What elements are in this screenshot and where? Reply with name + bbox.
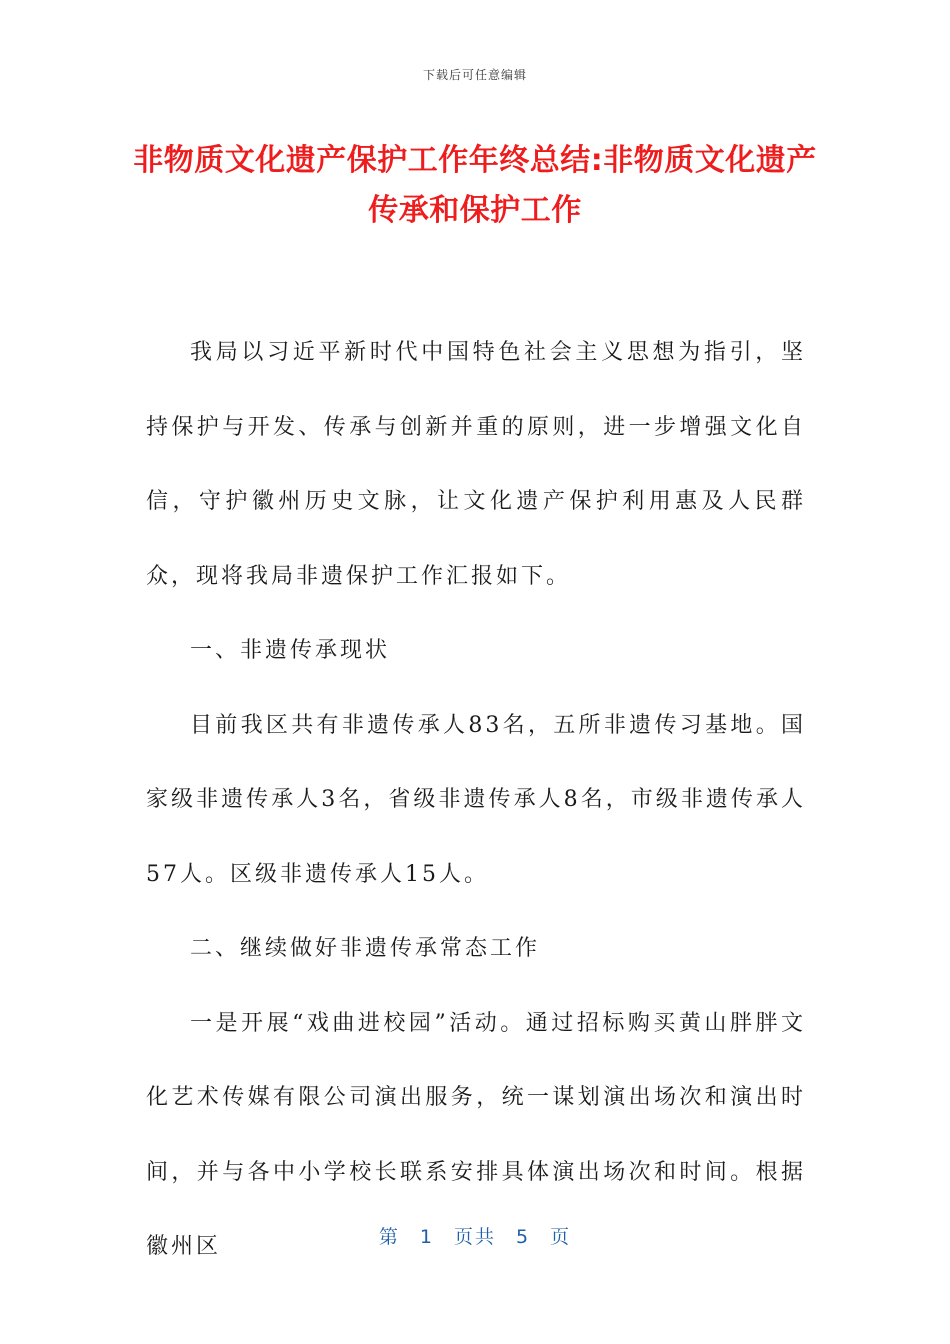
document-body: [146, 316, 806, 1285]
paragraph-opera-campus: 一是开展“戏曲进校园”活动。通过招标购买黄山胖胖文化艺术传媒有限公司演出服务，统一谋划演出场次和演出时间，并与各中小学校长联系安排具体演出场次和时间。根据徽州区: [146, 1010, 806, 1259]
page-number: 第 1 页共 5 页: [378, 1226, 572, 1248]
section-heading-1: 一、非遗传承现状: [190, 638, 391, 663]
document-title: 非物质文化遗产保护工作年终总结:非物质文化遗产传承和保护工作: [133, 143, 817, 228]
paragraph-status: 目前我区共有非遗传承人83名，五所非遗传习基地。国家级非遗传承人3名，省级非遗传承人8名，市级非遗传承人57人。区级非遗传承人15人。: [146, 712, 806, 887]
paragraph-intro: 我局以习近平新时代中国特色社会主义思想为指引，坚持保护与开发、传承与创新并重的原则，进一步增强文化自信，守护徽州历史文脉，让文化遗产保护利用惠及人民群众，现将我局非遗保护工作汇报如下。: [146, 340, 806, 589]
section-heading-2: 二、继续做好非遗传承常态工作: [190, 936, 541, 961]
header-note: 下载后可任意编辑: [422, 68, 527, 82]
